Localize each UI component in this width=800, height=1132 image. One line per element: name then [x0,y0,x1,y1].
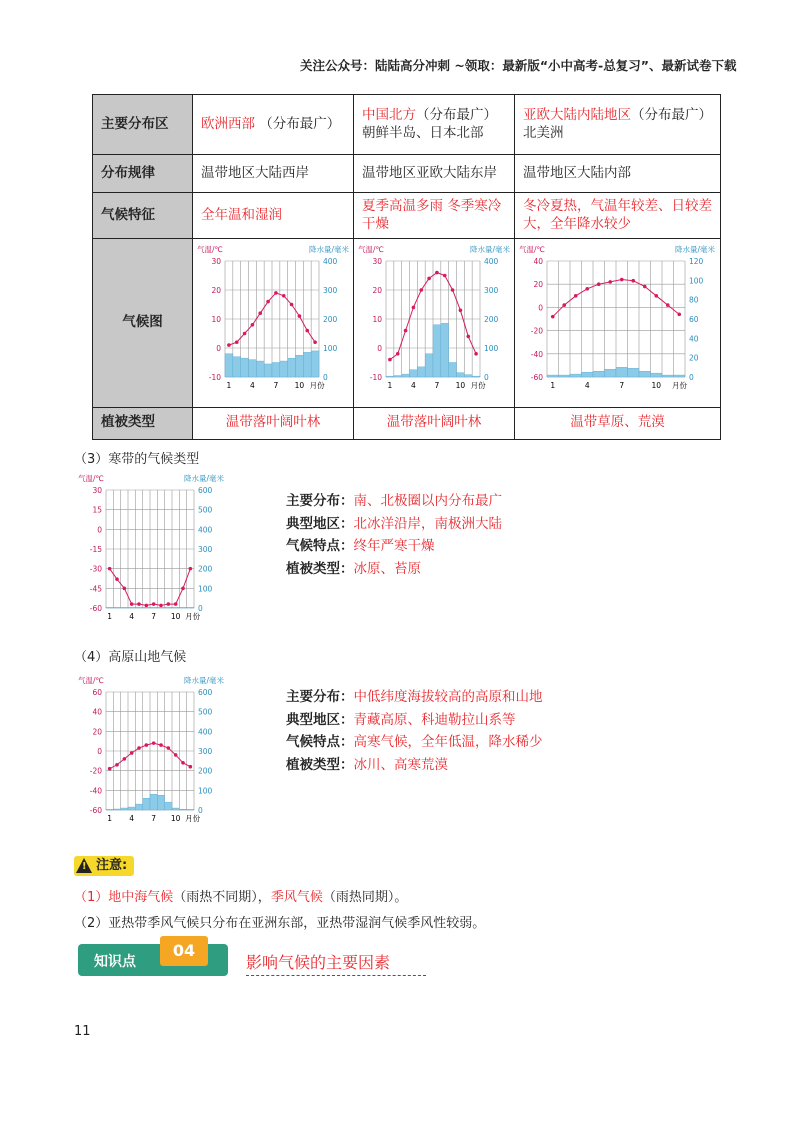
precip-bar [179,809,186,810]
precip-tick-label: 100 [484,344,499,353]
precip-bar [187,809,194,810]
temp-point [266,300,270,304]
info-value: 终年严寒干燥 [353,538,435,554]
precip-bar [113,607,120,608]
table-row [93,95,721,155]
temp-tick-label: 30 [211,257,221,266]
cell-highlight: 亚欧大陆内陆地区 [523,106,631,123]
temp-point [305,329,309,333]
info-value: 中低纬度海拔较高的高原和山地 [353,689,543,705]
precip-bar [179,607,186,608]
info-key: 植被类型： [286,756,354,773]
temp-point [585,287,589,291]
cell-text: （分布最广）朝鲜半岛、日本北部 [362,106,497,141]
precip-bar [264,364,272,377]
precip-tick-label: 0 [484,373,489,382]
precip-bar [280,361,288,377]
temp-point [313,340,317,344]
precip-bar [433,325,441,377]
chart-cell [193,239,354,408]
temp-point [115,577,119,581]
month-label: 7 [273,381,279,390]
temp-tick-label: 20 [372,286,382,295]
temp-tick-label: -40 [89,786,102,796]
precip-tick-label: 100 [198,584,213,594]
precip-tick-label: 100 [198,786,213,796]
precip-bar [233,357,241,377]
precip-bar [249,360,257,377]
precip-bar [394,376,402,377]
precip-bar [616,367,628,377]
temp-tick-label: -30 [89,564,102,574]
precip-axis-label: 降水量/毫米 [308,245,349,254]
month-label: 10 [170,612,181,621]
note-prefix: （1） [74,890,109,905]
temp-tick-label: -60 [530,373,543,382]
precip-tick-label: 600 [198,688,213,697]
month-label: 4 [411,381,416,390]
precip-bar [106,809,113,810]
banner-label: 知识点 [94,954,136,970]
precip-tick-label: 300 [198,545,213,554]
precip-bar [425,354,433,377]
temp-point [181,587,185,591]
precip-bar [410,370,418,377]
temp-point [290,303,294,307]
row-header: 气候特征 [93,193,193,239]
precip-tick-label: 400 [323,257,338,266]
temp-point [189,765,193,769]
info-value: 北冰洋沿岸，南极洲大陆 [353,515,502,532]
precip-tick-label: 500 [198,505,213,515]
month-label: 4 [129,612,135,621]
note-text: （雨热不同期）， [173,890,271,905]
temp-point [108,567,112,571]
temp-point [551,315,555,319]
page-number: 11 [74,1024,91,1039]
month-label: 7 [151,814,157,823]
note-text: （雨热同期）。 [322,890,408,905]
precip-bar [628,368,640,377]
temp-tick-label: -60 [89,604,102,613]
precip-bar [605,369,617,377]
temp-point [130,751,134,755]
temp-point [115,763,119,767]
precip-bar [143,798,150,810]
precip-tick-label: 400 [484,257,499,266]
temp-point [159,743,163,747]
temp-point [137,602,141,606]
precip-tick-label: 400 [198,525,213,535]
precip-tick-label: 120 [689,257,704,266]
temp-point [388,358,392,362]
precip-bar [296,355,304,377]
temp-tick-label: 30 [372,257,382,266]
note-label: 注意: [96,858,128,873]
temp-tick-label: 10 [372,315,382,324]
row-header: 气候图 [93,239,193,408]
temp-point [396,352,400,356]
precip-tick-label: 200 [323,315,338,324]
precip-tick-label: 400 [198,727,213,737]
temp-tick-label: 0 [216,344,221,353]
info-key: 主要分布： [286,689,354,705]
precip-bar [157,795,164,810]
precip-bar [674,375,686,377]
month-label: 1 [387,381,393,390]
banner-title: 影响气候的主要因素 [246,950,426,976]
temp-point [243,332,247,336]
precip-tick-label: 0 [198,806,203,815]
temp-tick-label: -45 [89,584,102,594]
precip-bar [441,323,449,377]
temp-tick-label: 0 [97,747,102,756]
table-cell: 温带草原、荒漠 [515,407,721,439]
precip-bar [272,363,280,378]
precip-bar [402,374,410,377]
highland-info [286,686,543,776]
temp-point [298,314,302,318]
temp-point [167,746,171,750]
temp-point [474,352,478,356]
table-cell: 温带落叶阔叶林 [354,407,515,439]
temp-tick-label: -10 [208,373,221,382]
precip-bar [241,358,249,377]
precip-bar [187,607,194,608]
info-key: 主要分布： [286,493,354,509]
row-header: 主要分布区 [93,95,193,155]
table-cell: 夏季高温多雨 冬季寒冷干燥 [354,193,515,239]
info-key: 典型地区： [286,515,354,532]
precip-axis-label: 降水量/毫米 [183,676,224,685]
note-line-1 [74,886,407,905]
precip-tick-label: 0 [198,604,203,613]
temp-tick-label: 0 [377,344,382,353]
climate-chart-3 [517,241,717,399]
precip-bar [449,363,457,378]
cold-info [286,490,502,580]
precip-tick-label: 40 [689,334,699,344]
temp-point [451,288,455,292]
month-unit-label: 月份 [185,612,201,621]
temp-point [677,313,681,317]
precip-bar [582,372,594,377]
row-header: 分布规律 [93,155,193,193]
month-unit-label: 月份 [309,381,325,390]
note-highlight: 季风气候 [270,890,323,905]
precip-bar [225,354,233,377]
info-key: 典型地区： [286,711,354,728]
temp-point [282,294,286,298]
temp-point [620,278,624,282]
temp-point [174,602,178,606]
temp-tick-label: 10 [211,315,221,324]
section-heading-highland: （4）高原山地气候 [74,650,187,665]
precip-tick-label: 80 [689,295,699,305]
month-label: 10 [455,381,466,390]
temp-point [427,277,431,281]
precip-axis-label: 降水量/毫米 [183,474,224,483]
temp-tick-label: 15 [92,505,102,515]
temp-point [123,757,127,761]
table-cell: 温带地区大陆西岸 [193,155,354,193]
temp-tick-label: -10 [369,373,382,382]
temp-axis-label: 气温/℃ [519,245,545,254]
temp-point [597,282,601,286]
temp-point [145,743,149,747]
month-label: 7 [151,612,157,621]
temp-point [654,294,658,298]
month-label: 7 [434,381,440,390]
info-value: 冰川、高寒荒漠 [353,756,448,773]
temp-point [130,602,134,606]
precip-axis-label: 降水量/毫米 [674,245,715,254]
temp-point [251,323,255,327]
precip-bar [150,607,157,608]
temp-tick-label: 20 [92,727,102,737]
temp-axis-label: 气温/℃ [358,245,384,254]
precip-tick-label: 300 [198,747,213,756]
temp-point [123,587,127,591]
temp-point [574,294,578,298]
month-label: 4 [584,381,590,390]
month-unit-label: 月份 [672,381,687,390]
month-label: 1 [550,381,556,390]
temp-tick-label: 0 [538,303,543,313]
month-label: 10 [651,381,662,390]
precip-bar [457,373,465,377]
info-key: 植被类型： [286,560,354,577]
precip-bar [128,607,135,608]
precip-bar [303,352,311,377]
precip-bar [256,361,264,377]
precip-tick-label: 200 [198,766,213,776]
precip-axis-label: 降水量/毫米 [469,245,510,254]
temp-point [167,602,171,606]
info-key: 气候特点： [286,734,354,750]
temp-tick-label: 0 [97,525,102,535]
temp-tick-label: 60 [92,688,102,697]
temp-axis-label: 气温/℃ [78,474,104,483]
precip-bar [135,804,142,810]
precip-bar [464,375,472,377]
temp-point [666,303,670,307]
temp-tick-label: 30 [92,486,102,495]
precip-bar [121,808,128,810]
month-label: 1 [107,814,113,823]
table-row [93,155,721,193]
precip-bar [135,607,142,608]
section-heading-cold: （3）寒带的气候类型 [74,452,200,467]
climate-chart-2 [356,241,512,399]
temp-point [174,753,178,757]
precip-bar [113,809,120,810]
temp-point [137,746,141,750]
cell-text: （分布最广） [259,115,341,132]
precip-tick-label: 200 [198,564,213,574]
cell-text: （分布最广）北美洲 [523,106,712,141]
table-row [93,407,721,439]
temp-tick-label: -60 [89,806,102,815]
table-cell [515,95,721,155]
precip-bar [311,351,319,377]
precip-bar [106,607,113,608]
temp-point [189,567,193,571]
temp-tick-label: 40 [92,707,102,717]
chart-cell [354,239,515,408]
temp-tick-label: -20 [89,766,102,776]
month-unit-label: 月份 [185,814,201,823]
table-cell [193,95,354,155]
table-row [93,239,721,408]
precip-tick-label: 300 [323,286,338,295]
temp-point [643,285,647,289]
table-cell: 冬冷夏热，气温年较差、日较差大，全年降水较少 [515,193,721,239]
temp-point [145,604,149,608]
month-label: 10 [294,381,305,390]
info-value: 高寒气候，全年低温，降水稀少 [353,734,543,750]
temp-point [152,602,156,606]
precip-tick-label: 600 [198,486,213,495]
precip-bar [165,802,172,810]
temp-tick-label: 20 [533,280,543,290]
row-header: 植被类型 [93,407,193,439]
precip-tick-label: 100 [689,276,704,286]
temp-point [435,271,439,275]
precip-bar [547,375,559,377]
precip-bar [157,607,164,608]
banner-number: 04 [160,936,208,966]
month-label: 1 [226,381,232,390]
temp-point [466,335,470,339]
temp-point [459,309,463,313]
precip-bar [165,607,172,608]
cell-highlight: 欧洲西部 [201,115,255,132]
temp-point [159,604,163,608]
table-cell: 温带地区大陆内部 [515,155,721,193]
temp-point [227,343,231,347]
precip-bar [143,607,150,608]
cell-highlight: 中国北方 [362,106,416,123]
temp-point [419,288,423,292]
info-value: 青藏高原、科迪勒拉山系等 [353,711,516,728]
temp-point [108,767,112,771]
info-value: 冰原、苔原 [353,560,421,577]
temp-point [235,340,239,344]
precip-tick-label: 500 [198,707,213,717]
temp-point [631,279,635,283]
precip-tick-label: 60 [689,315,699,324]
temp-tick-label: 40 [533,257,543,266]
month-label: 10 [170,814,181,823]
precip-bar [639,371,651,377]
temp-point [562,303,566,307]
month-label: 1 [107,612,113,621]
note-line-2: （2）亚热带季风气候只分布在亚洲东部，亚热带湿润气候季风性较弱。 [74,916,486,931]
table-cell: 全年温和湿润 [193,193,354,239]
precip-bar [288,358,296,377]
table-cell [354,95,515,155]
info-key: 气候特点： [286,538,354,554]
month-label: 4 [250,381,255,390]
temp-tick-label: 20 [211,286,221,295]
precip-tick-label: 0 [689,373,694,382]
temp-tick-label: -20 [530,326,543,336]
precip-tick-label: 0 [323,373,328,382]
precip-bar [559,375,571,377]
precip-bar [386,376,394,377]
precip-bar [121,607,128,608]
page-header: 关注公众号：陆陆高分冲刺 ~领取：最新版“小中高考-总复习”、最新试卷下载 [300,58,737,73]
precip-tick-label: 300 [484,286,499,295]
chart-cell [515,239,721,408]
temp-point [608,280,612,284]
month-unit-label: 月份 [470,381,486,390]
table-cell: 温带落叶阔叶林 [193,407,354,439]
month-label: 7 [619,381,625,390]
temp-point [181,761,185,765]
temp-axis-label: 气温/℃ [197,245,223,254]
climate-chart-cold [76,470,226,630]
exclamation-icon: ! [82,861,87,872]
temp-point [404,329,408,333]
precip-bar [472,376,480,377]
climate-chart-highland [76,672,226,832]
temp-point [443,274,447,278]
temp-axis-label: 气温/℃ [78,676,104,685]
precip-bar [651,373,663,377]
precip-tick-label: 20 [689,353,699,363]
temp-point [152,741,156,745]
temp-tick-label: -15 [89,545,102,554]
precip-bar [570,374,582,377]
table-cell: 温带地区亚欧大陆东岸 [354,155,515,193]
precip-bar [662,375,674,377]
climate-table [92,94,721,440]
climate-chart-1 [195,241,351,399]
precip-bar [593,371,605,377]
precip-tick-label: 200 [484,315,499,324]
precip-bar [150,794,157,810]
precip-bar [128,807,135,810]
precip-bar [172,607,179,608]
precip-tick-label: 100 [323,344,338,353]
precip-bar [417,367,425,377]
temp-tick-label: -40 [530,349,543,359]
temp-point [274,291,278,295]
note-highlight: 地中海气候 [108,890,174,905]
month-label: 4 [129,814,135,823]
precip-bar [172,808,179,810]
temp-point [258,311,262,315]
info-value: 南、北极圈以内分布最广 [353,493,502,509]
temp-point [412,306,416,310]
table-row [93,193,721,239]
